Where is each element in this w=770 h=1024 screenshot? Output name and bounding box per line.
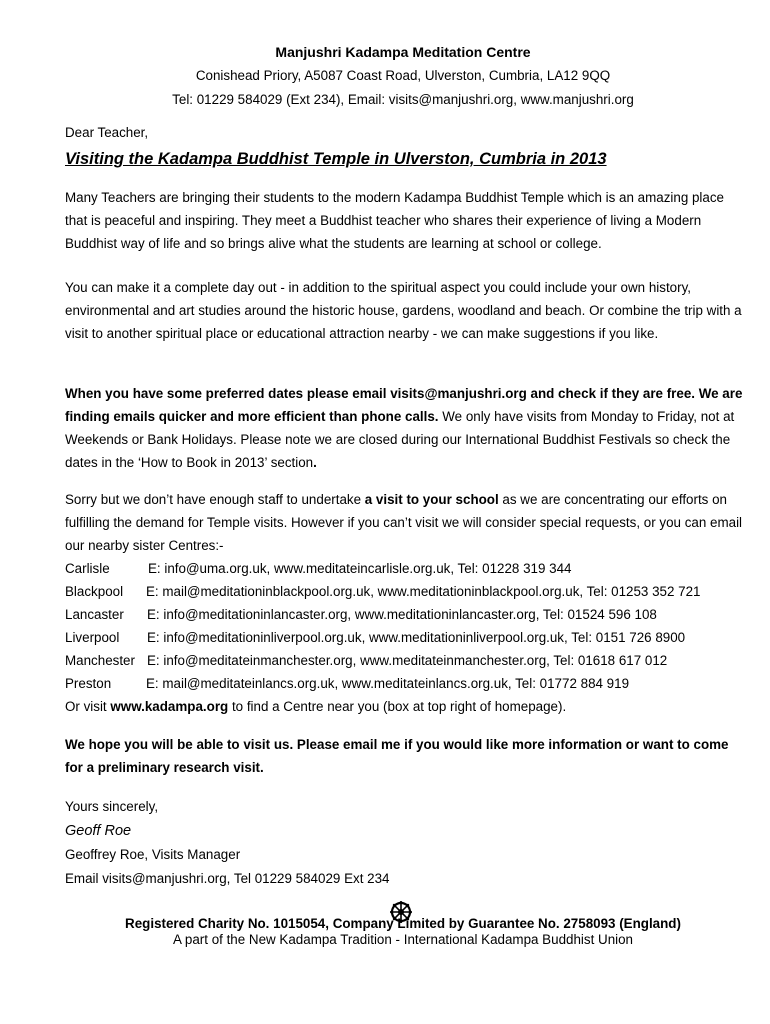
visit-line	[65, 695, 701, 718]
kadampa-link[interactable]: www.kadampa.org	[110, 699, 229, 714]
tradition-affiliation: A part of the New Kadampa Tradition - International Kadampa Buddhist Union	[172, 932, 634, 947]
centre-details: E: mail@meditationinblackpool.org.uk, www.meditationinblackpool.org.uk, Tel: 01253 352 721	[146, 584, 701, 599]
signature: Geoff Roe	[65, 823, 132, 839]
centre-row	[65, 580, 701, 603]
booking-details: We only have visits from Monday to Friday, not at Weekends or Bank Holidays. Please note we are closed during our International Buddhist Festivals so check the dates in the ‘How to Book in 2013’ section	[65, 409, 735, 470]
paragraph-day-out: You can make it a complete day out - in addition to the spiritual aspect you could include your own history, environmental and art studies around the historic house, gardens, woodland and beach. Or combine the trip with a visit to another spiritual place or educational attraction nearby - we can make suggestions if you like.	[65, 280, 742, 341]
signature-block	[65, 795, 389, 891]
visit-suffix: to find a Centre near you (box at top right of homepage).	[228, 699, 567, 714]
booking-emphasis: When you have some preferred dates please email visits@manjushri.org and check if they are free. We are finding emails quicker and more efficient than phone calls.	[65, 386, 743, 424]
centre-details: E: mail@meditateinlancs.org.uk, www.meditateinlancs.org.uk, Tel: 01772 884 919	[146, 676, 630, 691]
school-visits-start: Sorry but we don’t have enough staff to undertake	[65, 492, 365, 507]
paragraph-closing-request: We hope you will be able to visit us. Please email me if you would like more information or want to come for a preliminary research visit.	[65, 737, 729, 775]
centre-city: Carlisle	[65, 561, 110, 576]
school-visits-end: as we are concentrating our efforts on fulfilling the demand for Temple visits. However if you can’t visit we will consider special requests, or you can email our nearby sister Centres:-	[65, 492, 743, 553]
centre-row	[65, 603, 701, 626]
greeting: Dear Teacher,	[65, 125, 149, 140]
centre-row	[65, 672, 701, 695]
paragraph-intro: Many Teachers are bringing their students to the modern Kadampa Buddhist Temple which is an amazing place that is peaceful and inspiring. They meet a Buddhist teacher who shares their experience of living a Modern Buddhist way of life and so brings alive what the students are learning at school or college.	[65, 190, 724, 251]
centre-row	[65, 626, 701, 649]
charity-registration: Registered Charity No. 1015054, Company Limited by Guarantee No. 2758093 (England)	[125, 916, 681, 931]
paragraph-booking	[65, 382, 745, 474]
subject-heading: Visiting the Kadampa Buddhist Temple in Ulverston, Cumbria in 2013	[65, 150, 607, 168]
centre-city: Blackpool	[65, 584, 124, 599]
centre-details: E: info@meditateinmanchester.org, www.meditateinmanchester.org, Tel: 01618 617 012	[147, 653, 668, 668]
organization-name: Manjushri Kadampa Meditation Centre	[275, 44, 531, 60]
paragraph-school-visits	[65, 488, 745, 557]
signer-title: Geoffrey Roe, Visits Manager	[65, 847, 241, 862]
centre-city: Liverpool	[65, 630, 120, 645]
signer-contact: Email visits@manjushri.org, Tel 01229 584029 Ext 234	[65, 871, 390, 886]
organization-contact: Tel: 01229 584029 (Ext 234), Email: visits@manjushri.org, www.manjushri.org	[172, 92, 634, 107]
sister-centres-list	[65, 557, 701, 718]
organization-address: Conishead Priory, A5087 Coast Road, Ulverston, Cumbria, LA12 9QQ	[195, 68, 611, 83]
centre-city: Manchester	[65, 653, 135, 668]
centre-details: E: info@meditationinliverpool.org.uk, www.meditationinliverpool.org.uk, Tel: 0151 726 8900	[147, 630, 686, 645]
booking-period: .	[313, 455, 317, 470]
centre-row	[65, 649, 701, 672]
footer	[0, 916, 770, 948]
centre-row	[65, 557, 701, 580]
centre-details: E: info@meditationinlancaster.org, www.meditationinlancaster.org, Tel: 01524 596 108	[147, 607, 657, 622]
centre-city: Lancaster	[65, 607, 124, 622]
visit-prefix: Or visit	[65, 699, 111, 714]
school-visits-emphasis: a visit to your school	[364, 492, 499, 507]
closing: Yours sincerely,	[65, 799, 159, 814]
centre-city: Preston	[65, 676, 112, 691]
centre-details: E: info@uma.org.uk, www.meditateincarlisle.org.uk, Tel: 01228 319 344	[148, 561, 572, 576]
